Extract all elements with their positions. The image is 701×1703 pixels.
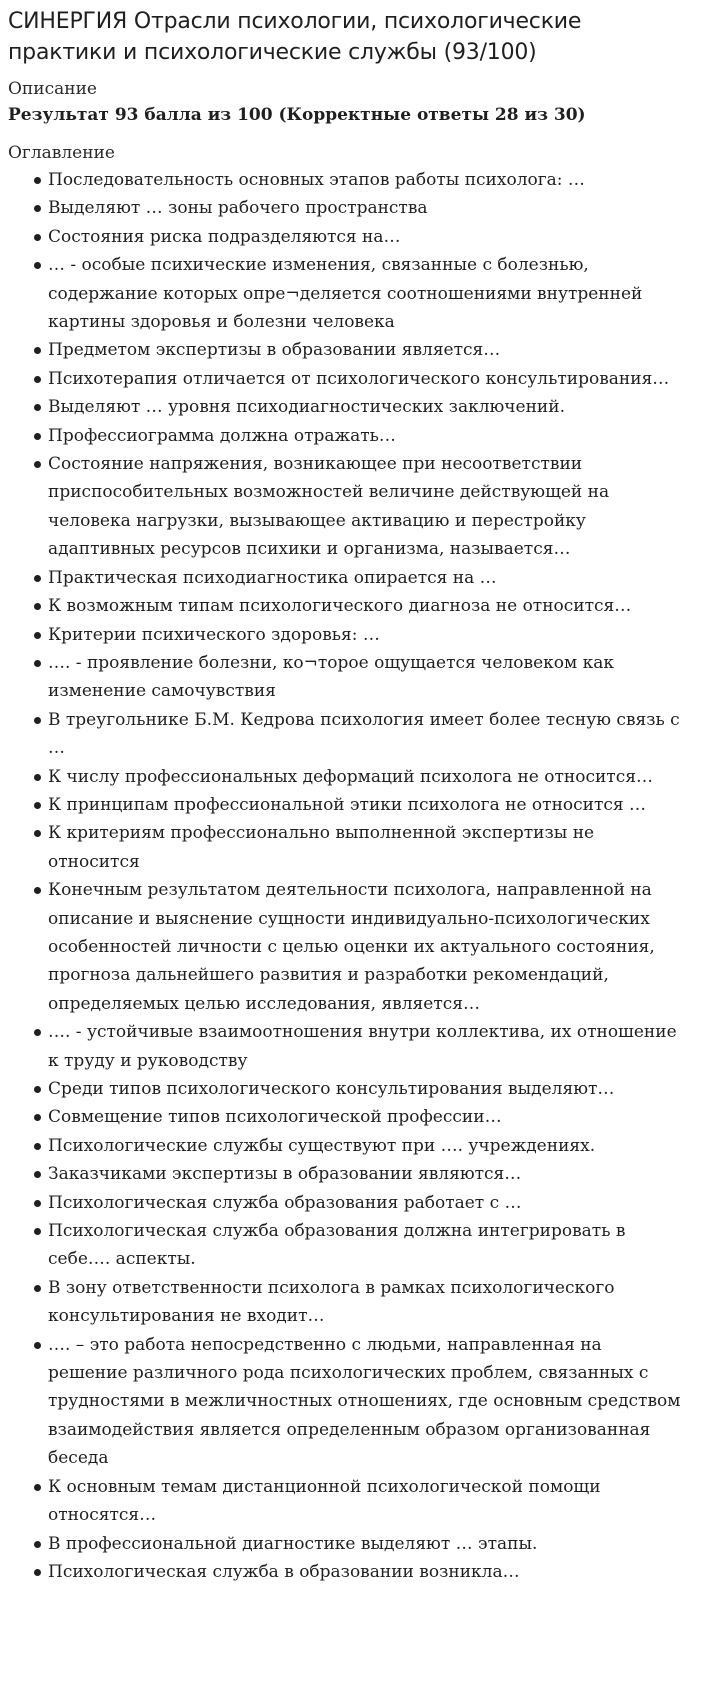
description-label: Описание	[8, 79, 97, 99]
toc-item[interactable]: …. – это работа непосредственно с людьми, направленная на решение различного рода психологических проблем, связанных с трудностями в межличностных отношениях, где основным средством взаимодействия является определенным образом организованная беседа	[48, 1331, 685, 1473]
toc-item[interactable]: Психологическая служба образования работает с …	[48, 1189, 685, 1217]
toc-item[interactable]: Состояния риска подразделяются на…	[48, 223, 685, 251]
toc-item[interactable]: В зону ответственности психолога в рамках психологического консультирования не входит…	[48, 1274, 685, 1331]
toc-item[interactable]: … - особые психические изменения, связанные с болезнью, содержание которых опре¬деляется соотношениями внутренней картины здоровья и болезни человека	[48, 251, 685, 336]
toc-item[interactable]: К принципам профессиональной этики психолога не относится …	[48, 791, 685, 819]
toc-item[interactable]: К возможным типам психологического диагноза не относится…	[48, 592, 685, 620]
toc-item[interactable]: Психологическая служба образования должна интегрировать в себе…. аспекты.	[48, 1217, 685, 1274]
toc-item[interactable]: Совмещение типов психологической профессии…	[48, 1103, 685, 1131]
toc-item[interactable]: Практическая психодиагностика опирается на …	[48, 564, 685, 592]
toc-item[interactable]: Заказчиками экспертизы в образовании являются…	[48, 1160, 685, 1188]
toc-item[interactable]: В треугольнике Б.М. Кедрова психология имеет более тесную связь с …	[48, 706, 685, 763]
page-title: СИНЕРГИЯ Отрасли психологии, психологические практики и психологические службы (93/100)	[8, 9, 582, 65]
toc-item[interactable]: Профессиограмма должна отражать…	[48, 422, 685, 450]
toc-item[interactable]: Критерии психического здоровья: …	[48, 621, 685, 649]
toc-item[interactable]: К числу профессиональных деформаций психолога не относится…	[48, 763, 685, 791]
toc-item[interactable]: Последовательность основных этапов работы психолога: …	[48, 166, 685, 194]
toc-item[interactable]: Психологическая служба в образовании возникла…	[48, 1558, 685, 1586]
toc-item[interactable]: К основным темам дистанционной психологической помощи относятся…	[48, 1473, 685, 1530]
table-of-contents	[8, 166, 685, 1586]
toc-item[interactable]: К критериям профессионально выполненной экспертизы не относится	[48, 819, 685, 876]
toc-item[interactable]: …. - устойчивые взаимоотношения внутри коллектива, их отношение к труду и руководству	[48, 1018, 685, 1075]
toc-item[interactable]: Среди типов психологического консультирования выделяют…	[48, 1075, 685, 1103]
toc-label: Оглавление	[8, 143, 115, 163]
toc-item[interactable]: Психологические службы существуют при …. учреждениях.	[48, 1132, 685, 1160]
toc-item[interactable]: Выделяют … зоны рабочего пространства	[48, 194, 685, 222]
toc-item[interactable]: Психотерапия отличается от психологического консультирования…	[48, 365, 685, 393]
toc-item[interactable]: Выделяют … уровня психодиагностических заключений.	[48, 393, 685, 421]
toc-item[interactable]: Конечным результатом деятельности психолога, направленной на описание и выяснение сущности индивидуально-психологических особенностей личности с целью оценки их актуального состояния, прогноза дальнейшего развития и разработки рекомендаций, определяемых целью исследования, является…	[48, 876, 685, 1018]
toc-item[interactable]: Состояние напряжения, возникающее при несоответствии приспособительных возможностей величине действующей на человека нагрузки, вызывающее активацию и перестройку адаптивных ресурсов психики и организма, называется…	[48, 450, 685, 564]
toc-item[interactable]: В профессиональной диагностике выделяют … этапы.	[48, 1530, 685, 1558]
toc-item[interactable]: Предметом экспертизы в образовании является…	[48, 336, 685, 364]
toc-item[interactable]: …. - проявление болезни, ко¬торое ощущается человеком как изменение самочувствия	[48, 649, 685, 706]
result-summary: Результат 93 балла из 100 (Корректные ответы 28 из 30)	[8, 105, 586, 125]
